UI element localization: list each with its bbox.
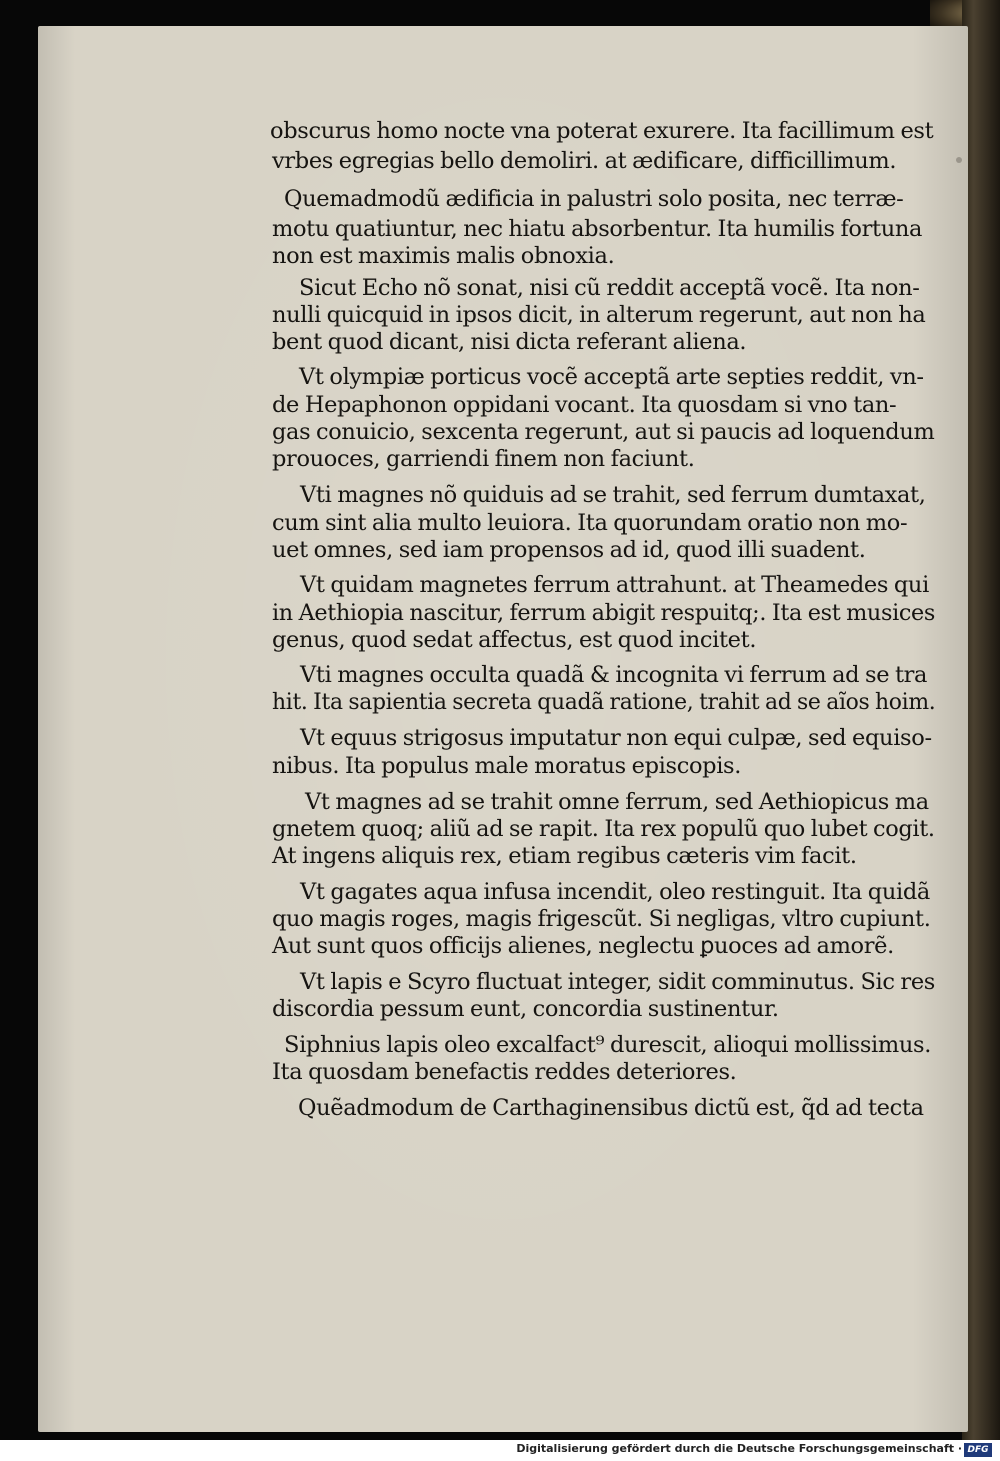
text-line: Vt olympiæ porticus vocẽ acceptã arte septies reddit, vn-: [299, 364, 924, 390]
text-line: gas conuicio, sexcenta regerunt, aut si paucis ad loquendum: [272, 419, 935, 445]
text-line: Quẽadmodum de Carthaginensibus dictũ est, q̃d ad tecta: [298, 1095, 924, 1121]
text-line: gnetem quoq; aliũ ad se rapit. Ita rex populũ quo lubet cogit.: [272, 816, 935, 842]
text-line: Vt lapis e Scyro fluctuat integer, sidit comminutus. Sic res: [300, 969, 936, 995]
text-line: obscurus homo nocte vna poterat exurere. Ita facillimum est: [270, 118, 934, 144]
text-line: discordia pessum eunt, concordia sustinentur.: [272, 996, 779, 1022]
footer-credit: Digitalisierung gefördert durch die Deutsche Forschungsgemeinschaft ·: [516, 1442, 962, 1455]
text-line: bent quod dicant, nisi dicta referant aliena.: [272, 329, 747, 355]
text-line: Vt gagates aqua infusa incendit, oleo restinguit. Ita quidã: [300, 879, 930, 905]
text-line: nulli quicquid in ipsos dicit, in alterum regerunt, aut non ha: [272, 302, 926, 328]
text-line: in Aethiopia nascitur, ferrum abigit respuitq;. Ita est musices: [272, 600, 936, 626]
text-line: genus, quod sedat affectus, est quod incitet.: [272, 627, 757, 653]
text-line: Vt equus strigosus imputatur non equi culpæ, sed equiso-: [300, 725, 932, 751]
text-line: motu quatiuntur, nec hiatu absorbentur. Ita humilis fortuna: [272, 216, 923, 242]
text-line: Quemadmodũ ædificia in palustri solo posita, nec terræ-: [284, 186, 904, 212]
text-line: Sicut Echo nõ sonat, nisi cũ reddit acceptã vocẽ. Ita non-: [299, 275, 920, 301]
text-line: Vti magnes nõ quiduis ad se trahit, sed ferrum dumtaxat,: [300, 482, 926, 508]
text-line: nibus. Ita populus male moratus episcopis.: [272, 753, 742, 779]
text-line: Aut sunt quos officijs alienes, neglectu ꝑuoces ad amorẽ.: [272, 933, 894, 959]
text-line: quo magis roges, magis frigescũt. Si negligas, vltro cupiunt.: [272, 906, 931, 932]
text-line: non est maximis malis obnoxia.: [272, 243, 615, 269]
text-line: Siphnius lapis oleo excalfact⁹ durescit, alioqui mollissimus.: [284, 1032, 932, 1058]
text-line: uet omnes, sed iam propensos ad id, quod illi suadent.: [272, 537, 866, 563]
text-line: Vti magnes occulta quadã & incognita vi ferrum ad se tra: [300, 662, 928, 688]
text-line: vrbes egregias bello demoliri. at ædificare, difficillimum.: [272, 148, 897, 174]
text-line: Vt magnes ad se trahit omne ferrum, sed Aethiopicus ma: [305, 789, 929, 815]
text-line: hit. Ita sapientia secreta quadã ratione, trahit ad se aĩos hoim.: [272, 689, 936, 715]
dfg-logo: DFG: [964, 1443, 992, 1457]
text-line: At ingens aliquis rex, etiam regibus cæteris vim facit.: [272, 843, 857, 869]
text-line: Vt quidam magnetes ferrum attrahunt. at Theamedes qui: [300, 572, 929, 598]
text-line: Ita quosdam benefactis reddes deteriores.: [272, 1059, 737, 1085]
text-line: prouoces, garriendi finem non faciunt.: [272, 446, 695, 472]
page-stain: [956, 157, 962, 163]
text-line: cum sint alia multo leuiora. Ita quorundam oratio non mo-: [272, 510, 908, 536]
text-line: de Hepaphonon oppidani vocant. Ita quosdam si vno tan-: [272, 392, 897, 418]
footer-bar: [0, 1440, 1000, 1461]
